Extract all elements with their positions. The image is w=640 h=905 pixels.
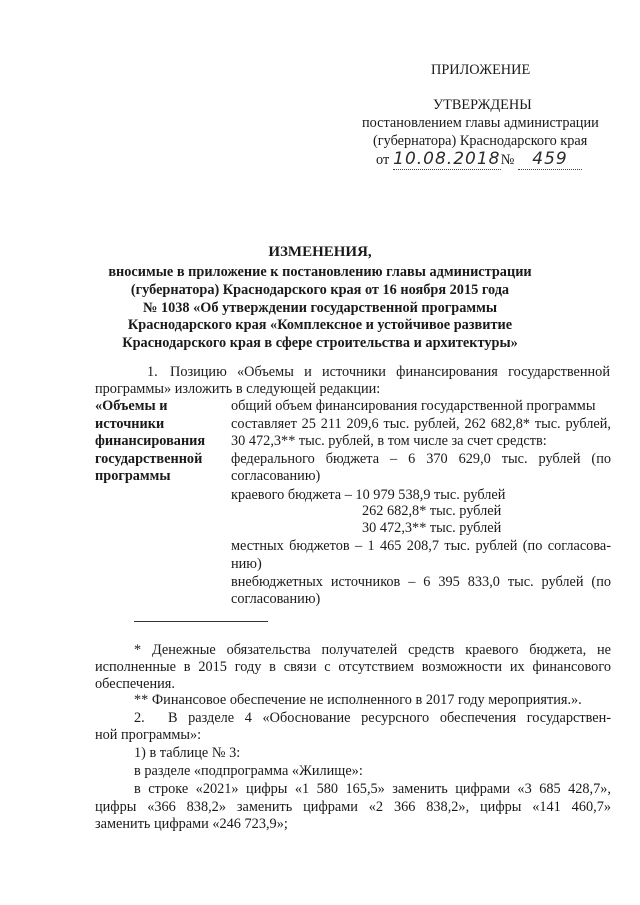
title-line-1: вносимые в приложение к постановлению главы администрации [108,264,532,280]
table-left-1: «Объемы и [95,398,168,414]
footnote-2: ** Финансовое обеспечение не исполненного в 2017 году мероприятия.». [134,692,582,708]
table-left-3: финансирования [95,433,206,449]
approved-line-2: (губернатора) Краснодарского края [373,133,588,149]
p2-line-4: в разделе «подпрограмма «Жилище»: [134,763,363,779]
handwritten-number: 459 [518,151,582,170]
number-sign: № [500,152,515,168]
title-line-5: Краснодарского края в сфере строительства и архитектуры» [122,335,518,351]
p2-line-7: заменить цифрами «246 723,9»; [95,816,288,832]
table-right-7: 262 682,8* тыс. рублей [362,503,502,519]
title-line-3: № 1038 «Об утверждении государственной программы [143,300,497,316]
table-left-2: источники [95,416,165,432]
table-right-6: краевого бюджета – 10 979 538,9 тыс. рублей [231,487,506,503]
footnote-1-line-2: исполненные в 2015 году в связи с отсутствием возможности их финансового [95,659,611,675]
p2-line-1: В разделе 4 «Обоснование ресурсного обеспечения государствен- [168,710,611,726]
p2-line-5: в строке «2021» цифры «1 580 165,5» заменить цифрами «3 685 428,7», [134,781,611,797]
table-left-5: программы [95,468,171,484]
p2-line-2: ной программы»: [95,727,202,743]
table-right-9: местных бюджетов – 1 465 208,7 тыс. рублей (по согласова- [231,538,611,554]
document-title: ИЗМЕНЕНИЯ, [268,244,372,260]
approved-label: УТВЕРЖДЕНЫ [433,97,532,113]
approved-line-1: постановлением главы администрации [362,115,599,131]
table-right-12: согласованию) [231,591,321,607]
table-right-5: согласованию) [231,468,321,484]
table-right-3: 30 472,3** тыс. рублей, в том числе за счет средств: [231,433,547,449]
title-line-4: Краснодарского края «Комплексное и устойчивое развитие [127,317,513,333]
footnote-1-line-1: * Денежные обязательства получателей средств краевого бюджета, не [134,642,611,658]
handwritten-date: 10.08.2018 [393,149,501,169]
appendix-label: ПРИЛОЖЕНИЕ [431,62,531,78]
p1-line-1: Позицию «Объемы и источники финансирования государственной [170,364,610,380]
p1-line-2: программы» изложить в следующей редакции: [95,381,381,397]
footnote-1-line-3: обеспечения. [95,676,175,692]
title-line-2: (губернатора) Краснодарского края от 16 ноября 2015 года [130,282,510,298]
p2-number: 2. [134,710,145,726]
table-right-2: составляет 25 211 209,6 тыс. рублей, 262 682,8* тыс. рублей, [231,416,611,432]
table-right-1: общий объем финансирования государственной программы [231,398,596,414]
p2-line-6: цифры «366 838,2» заменить цифрами «2 366 838,2», цифры «141 460,7» [95,799,611,815]
table-right-8: 30 472,3** тыс. рублей [362,520,502,536]
table-right-10: нию) [231,556,262,572]
table-right-11: внебюджетных источников – 6 395 833,0 тыс. рублей (по [231,574,611,590]
table-right-4: федерального бюджета – 6 370 629,0 тыс. рублей (по [231,451,611,467]
from-label: от [376,152,390,168]
footnote-separator [134,621,268,622]
table-left-4: государственной [95,451,203,467]
p2-line-3: 1) в таблице № 3: [134,745,241,761]
p1-number: 1. [147,364,158,380]
approval-date-row [376,151,582,170]
